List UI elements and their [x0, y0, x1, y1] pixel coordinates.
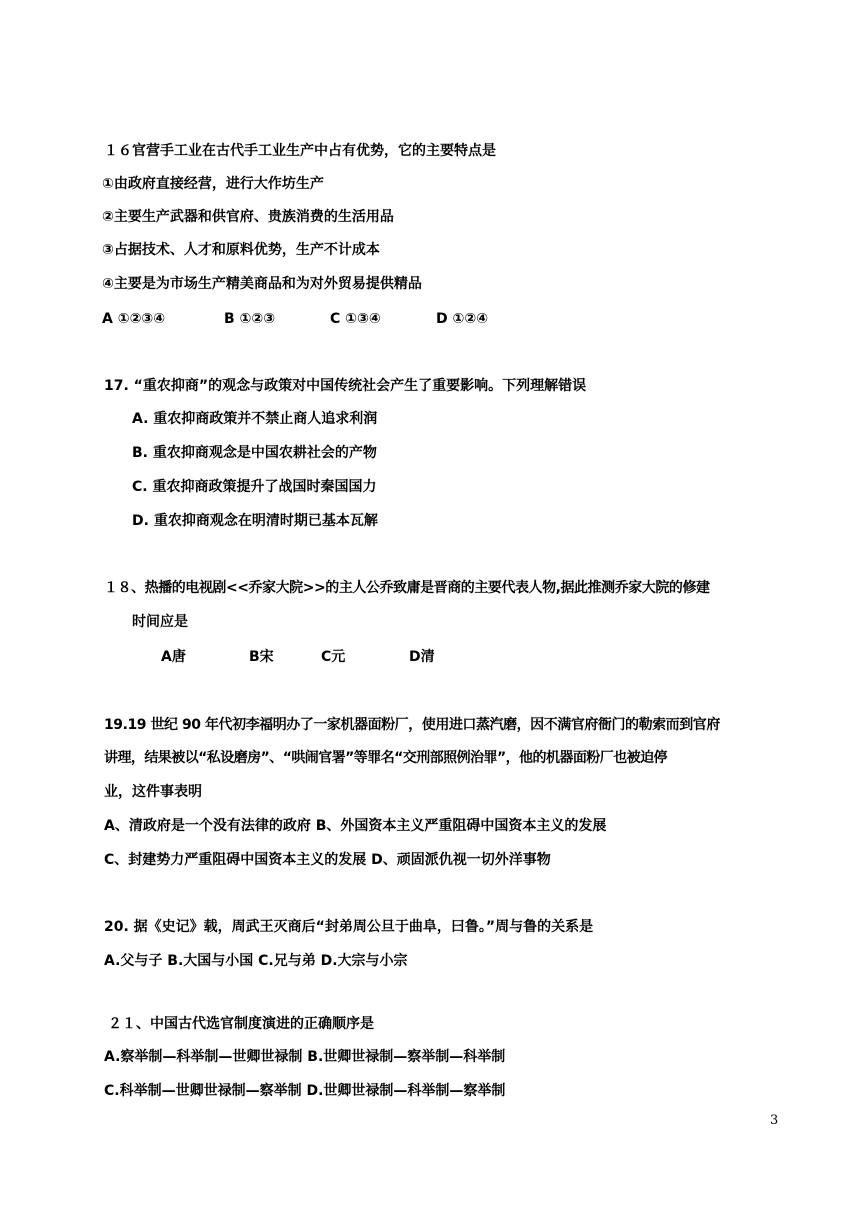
q18-option-c: C元 [321, 649, 346, 665]
q16-item-1: ①由政府直接经营，进行大作坊生产 [102, 176, 324, 192]
q16-option-b: B ①②③ [224, 311, 276, 327]
q16-option-a: A ①②③④ [102, 311, 166, 327]
q16-item-3: ③占据技术、人才和原料优势，生产不计成本 [102, 242, 380, 258]
q17-stem: 17. “重农抑商”的观念与政策对中国传统社会产生了重要影响。下列理解错误 [104, 378, 587, 394]
q17-option-d: D. 重农抑商观念在明清时期已基本瓦解 [132, 513, 378, 529]
q18-option-b: B宋 [249, 649, 274, 665]
q19-stem-line-3: 业，这件事表明 [104, 784, 202, 800]
q16-item-2: ②主要生产武器和供官府、贵族消费的生活用品 [102, 209, 394, 225]
q17-option-b: B. 重农抑商观念是中国农耕社会的产物 [132, 445, 377, 461]
q17-option-a: A. 重农抑商政策并不禁止商人追求利润 [132, 411, 378, 427]
q18-option-d: D清 [409, 649, 435, 665]
q18-stem-line-2: 时间应是 [132, 614, 188, 630]
q21-stem: ２１、中国古代选官制度演进的正确顺序是 [108, 1016, 374, 1032]
q20-stem: 20. 据《史记》载，周武王灭商后“封弟周公旦于曲阜，曰鲁。”周与鲁的关系是 [104, 919, 594, 935]
q20-options: A.父与子 B.大国与小国 C.兄与弟 D.大宗与小宗 [104, 953, 408, 969]
q21-options-row-2: C.科举制—世卿世禄制—察举制 D.世卿世禄制—科举制—察举制 [104, 1083, 506, 1099]
q16-option-c: C ①③④ [330, 311, 381, 327]
q16-stem: １６官营手工业在古代手工业生产中占有优势，它的主要特点是 [104, 143, 496, 159]
q17-option-c: C. 重农抑商政策提升了战国时秦国国力 [132, 479, 377, 495]
q21-options-row-1: A.察举制—科举制—世卿世禄制 B.世卿世禄制—察举制—科举制 [104, 1049, 506, 1065]
q19-stem-line-1: 19.19 世纪 90 年代初李福明办了一家机器面粉厂，使用进口蒸汽磨，因不满官府衙门的勒索而到官府 [104, 717, 720, 733]
q18-option-a: A唐 [161, 649, 186, 665]
q18-options [161, 648, 435, 666]
q18-stem-line-1: １８、热播的电视剧<<乔家大院>>的主人公乔致庸是晋商的主要代表人物,据此推测乔家大院的修建 [104, 580, 710, 596]
page-number: 3 [770, 1113, 779, 1128]
q19-options-row-2: C、封建势力严重阻碍中国资本主义的发展 D、顽固派仇视一切外洋事物 [104, 852, 551, 868]
q16-item-4: ④主要是为市场生产精美商品和为对外贸易提供精品 [102, 276, 422, 292]
q19-options-row-1: A、清政府是一个没有法律的政府 B、外国资本主义严重阻碍中国资本主义的发展 [104, 818, 607, 834]
q16-options [102, 310, 488, 328]
q19-stem-line-2: 讲理，结果被以“私设磨房”、“哄闹官署”等罪名“交刑部照例治罪”，他的机器面粉厂也被迫停 [104, 750, 668, 766]
q16-option-d: D ①②④ [436, 311, 489, 327]
